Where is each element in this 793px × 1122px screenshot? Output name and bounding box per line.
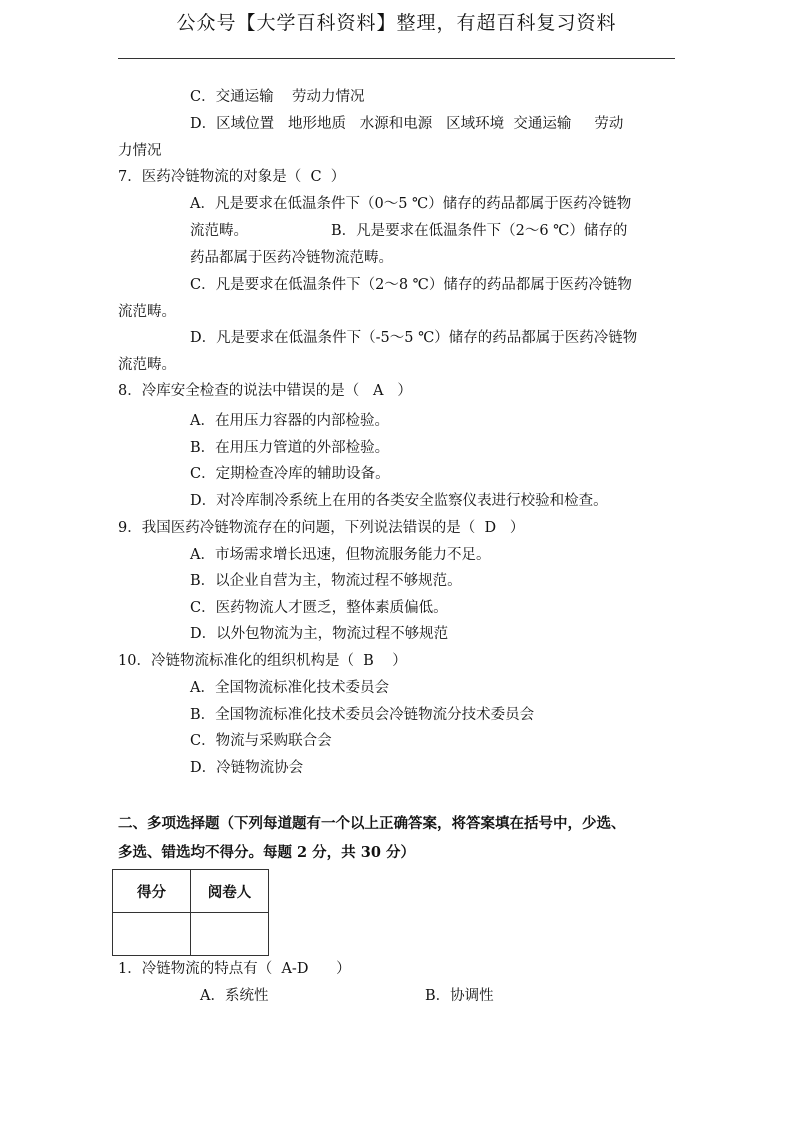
score-table [112,869,269,956]
option-line: C．交通运输 劳动力情况 [190,89,365,105]
question-stem: 10．冷链物流标准化的组织机构是（ B ） [118,653,407,669]
option-a: A．系统性 [200,988,269,1004]
option-line: A．在用压力容器的内部检验。 [190,413,389,429]
option-line: 流范畴。 [118,357,176,373]
option-line: D．区域位置 地形地质 水源和电源 区域环境 交通运输 劳动 [190,116,624,132]
question-stem: 9．我国医药冷链物流存在的问题，下列说法错误的是（ D ） [118,520,525,536]
option-line: C．医药物流人才匮乏，整体素质偏低。 [190,600,448,616]
option-line: 流范畴。 B．凡是要求在低温条件下（2～6 ℃）储存的 [190,223,628,239]
option-line: C．定期检查冷库的辅助设备。 [190,466,390,482]
grader-header: 阅卷人 [191,870,269,913]
option-line: A．全国物流标准化技术委员会 [190,680,389,696]
grader-cell [191,913,269,956]
option-line: B．以企业自营为主，物流过程不够规范。 [190,573,462,589]
option-line: D．以外包物流为主，物流过程不够规范 [190,626,449,642]
option-b: B．协调性 [425,988,494,1004]
option-line: D．冷链物流协会 [190,760,304,776]
option-line: C．物流与采购联合会 [190,733,332,749]
option-line: B．全国物流标准化技术委员会冷链物流分技术委员会 [190,707,535,723]
option-line: D．对冷库制冷系统上在用的各类安全监察仪表进行校验和检查。 [190,493,608,509]
option-line: B．在用压力管道的外部检验。 [190,440,390,456]
section-heading: 二、多项选择题（下列每道题有一个以上正确答案，将答案填在括号中，少选、 [118,815,626,832]
question-stem: 1．冷链物流的特点有（ A-D ） [118,961,351,977]
option-line: 力情况 [118,143,162,159]
option-line: D．凡是要求在低温条件下（-5～5 ℃）储存的药品都属于医药冷链物 [190,330,638,346]
page-header: 公众号【大学百科资料】整理，有超百科复习资料 [176,12,617,34]
score-header: 得分 [113,870,191,913]
option-line: 流范畴。 [118,304,176,320]
question-stem: 8．冷库安全检查的说法中错误的是（ A ） [118,383,412,399]
section-heading: 多选、错选均不得分。每题 2 分，共 30 分） [118,844,415,861]
option-line: A．凡是要求在低温条件下（0～5 ℃）储存的药品都属于医药冷链物 [190,196,632,212]
option-line: C．凡是要求在低温条件下（2～8 ℃）储存的药品都属于医药冷链物 [190,277,632,293]
option-line: 药品都属于医药冷链物流范畴。 [190,250,393,266]
score-cell [113,913,191,956]
header-rule [118,58,675,59]
question-stem: 7．医药冷链物流的对象是（ C ） [118,169,346,185]
option-line: A．市场需求增长迅速，但物流服务能力不足。 [190,547,491,563]
